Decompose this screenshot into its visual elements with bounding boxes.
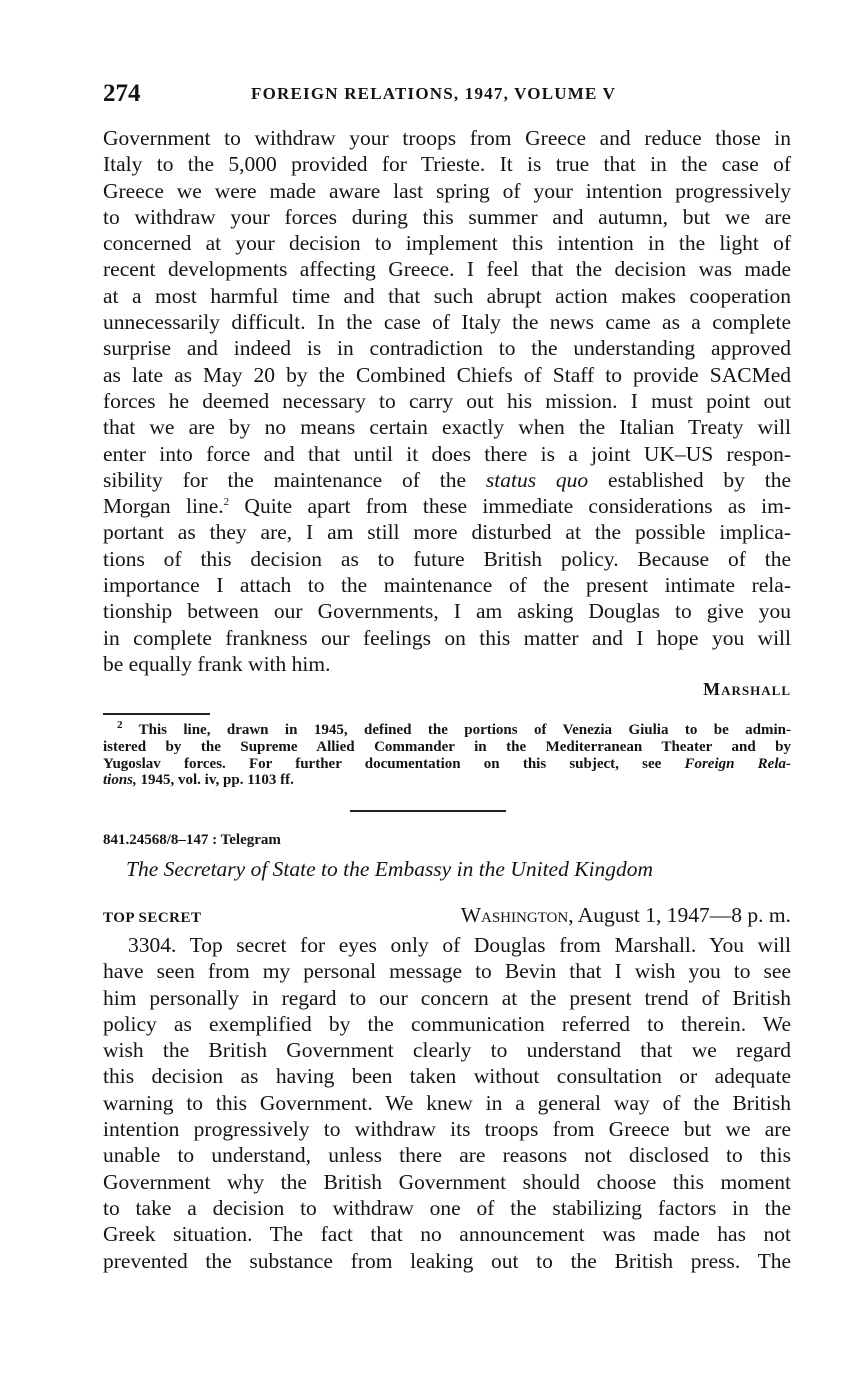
text-line: 3304. Top secret for eyes only of Douglas from Marshall. You will xyxy=(128,933,791,957)
text-line: Government to withdraw your troops from Greece and reduce those in xyxy=(103,126,791,150)
text-fragment: sibility for the maintenance of the xyxy=(103,467,467,492)
text-line: this decision as having been taken without consultation or adequate xyxy=(103,1064,791,1089)
footnote xyxy=(103,719,791,789)
text-line: unnecessarily difficult. In the case of Italy the news came as a complete xyxy=(103,310,791,335)
text-line: that we are by no means certain exactly when the Italian Treaty will xyxy=(103,415,791,440)
text-line: to take a decision to withdraw one of the stabilizing factors in the xyxy=(103,1195,791,1220)
text-line: Greek situation. The fact that no announcement was made has not xyxy=(103,1222,791,1247)
text-line: warning to this Government. We knew in a general way of the British xyxy=(103,1090,791,1115)
footnote-line: istered by the Supreme Allied Commander in the Mediterranean Theater and by xyxy=(103,738,791,755)
footnote-marker: 2 xyxy=(117,719,123,731)
footnote-line xyxy=(103,756,791,773)
signature: Marshall xyxy=(703,679,791,699)
text-line: Government why the British Government should choose this moment xyxy=(103,1169,791,1194)
italic-phrase: status quo xyxy=(485,467,589,492)
text-line: concerned at your decision to implement this intention in the light of xyxy=(103,231,791,256)
text-line: to withdraw your forces during this summer and autumn, but we are xyxy=(103,204,791,229)
footnote-reference: 2 xyxy=(223,496,230,508)
letter-body xyxy=(103,125,791,677)
text-line: enter into force and that until it does there is a joint UK–US respon- xyxy=(103,441,791,466)
text-fragment: Morgan line. xyxy=(103,494,224,519)
page-number: 274 xyxy=(103,80,141,107)
text-line: importance I attach to the maintenance of the present intimate rela- xyxy=(103,573,791,598)
text-line: as late as May 20 by the Combined Chiefs of Staff to provide SACMed xyxy=(103,362,791,387)
text-line: tions of this decision as to future British policy. Because of the xyxy=(103,546,791,571)
text-line: be equally frank with him. xyxy=(103,651,331,676)
text-line xyxy=(103,493,791,519)
text-fragment: established by the xyxy=(608,467,792,492)
text-fragment: Yugoslav forces. For further documentation on this subject, see xyxy=(103,755,662,772)
section-divider xyxy=(350,810,506,812)
text-line: have seen from my personal message to Bevin that I wish you to see xyxy=(103,959,791,984)
text-line: Italy to the 5,000 provided for Trieste. It is true that in the case of xyxy=(103,152,791,177)
text-line: tionship between our Governments, I am asking Douglas to give you xyxy=(103,599,791,624)
italic-phrase: Foreign Rela- xyxy=(684,755,791,772)
text-line: him personally in regard to our concern at the present trend of British xyxy=(103,985,791,1010)
document-id: 841.24568/8–147 : Telegram xyxy=(103,832,281,848)
text-line: portant as they are, I am still more disturbed at the possible implica- xyxy=(103,520,791,545)
text-line: unable to understand, unless there are reasons not disclosed to this xyxy=(103,1143,791,1168)
text-line xyxy=(103,467,791,493)
text-line: recent developments affecting Greece. I feel that the decision was made xyxy=(103,257,791,282)
page-header xyxy=(103,80,793,110)
text-line: surprise and indeed is in contradiction to the understanding approved xyxy=(103,336,791,361)
text-line: wish the British Government clearly to understand that we regard xyxy=(103,1038,791,1063)
dateline-place: Washington xyxy=(460,903,569,927)
footnote-line xyxy=(103,719,791,739)
dateline xyxy=(461,903,791,928)
footnote-line xyxy=(103,772,791,789)
classification-label: TOP SECRET xyxy=(103,910,202,926)
text-line: policy as exemplified by the communication referred to therein. We xyxy=(103,1011,791,1036)
text-line: in complete frankness our feelings on this matter and I hope you will xyxy=(103,625,791,650)
text-line: at a most harmful time and that such abrupt action makes cooperation xyxy=(103,283,791,308)
text-line: prevented the substance from leaking out to the British press. The xyxy=(103,1248,791,1273)
italic-phrase: tions, xyxy=(103,772,137,789)
text-line: forces he deemed necessary to carry out his mission. I must point out xyxy=(103,388,791,413)
running-head: FOREIGN RELATIONS, 1947, VOLUME V xyxy=(251,84,617,103)
text-fragment: 1945, vol. iv, pp. 1103 ff. xyxy=(140,772,294,789)
text-line: Greece we were made aware last spring of your intention progressively xyxy=(103,178,791,203)
telegram-body xyxy=(103,932,791,1274)
footnote-divider xyxy=(103,713,210,715)
text-fragment: This line, drawn in 1945, defined the portions of Venezia Giulia to be admin- xyxy=(138,722,791,738)
text-line: intention progressively to withdraw its troops from Greece but we are xyxy=(103,1117,791,1142)
document-title: The Secretary of State to the Embassy in the United Kingdom xyxy=(126,857,654,881)
dateline-date: , August 1, 1947—8 p. m. xyxy=(568,903,791,927)
text-fragment: Quite apart from these immediate considerations as im- xyxy=(244,494,792,519)
